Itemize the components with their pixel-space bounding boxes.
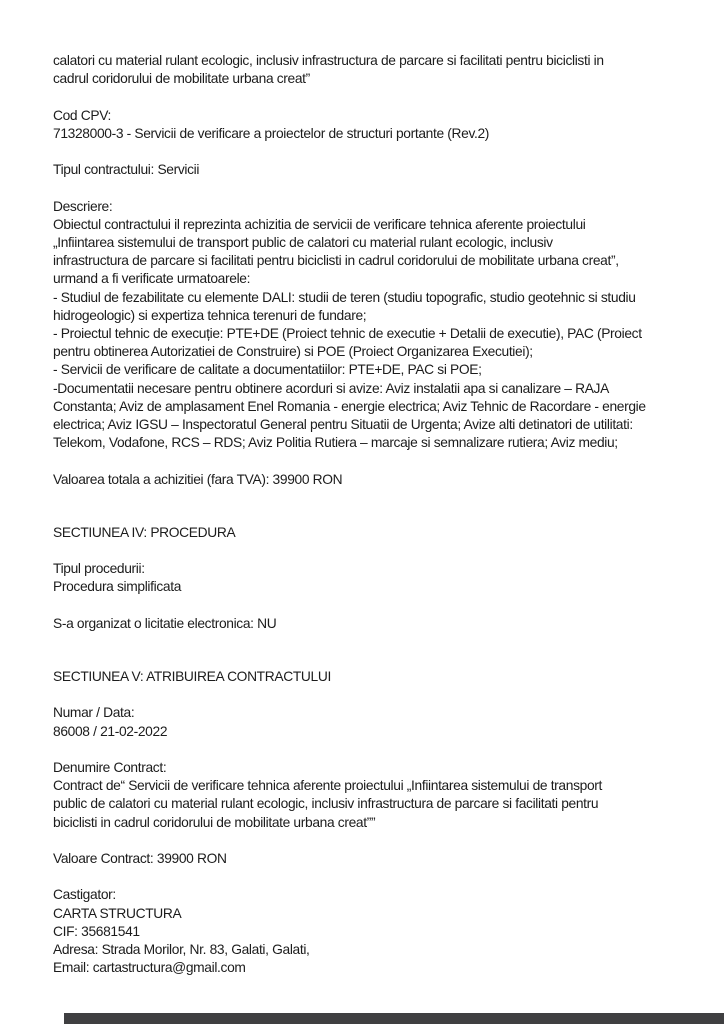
text-line: „Infiintarea sistemului de transport public de calatori cu material rulant ecologic, inclusiv [53,234,553,250]
text-line: Castigator: [53,887,116,903]
clipped-footer-bar [64,1013,724,1024]
paragraph [53,198,706,453]
text-line: Valoarea totala a achizitiei (fara TVA): 39900 RON [53,471,343,487]
paragraph [53,850,706,868]
text-line: pentru obtinerea Autorizatiei de Construire) si POE (Proiect Organizarea Executiei); [53,344,533,360]
paragraph [53,560,706,596]
text-line: Descriere: [53,198,113,214]
paragraph [53,704,706,740]
section-heading [53,668,706,686]
text-line: public de calatori cu material rulant ecologic, inclusiv infrastructura de parcare si facilitati pentru [53,796,599,812]
paragraph [53,161,706,179]
text-line: SECTIUNEA V: ATRIBUIREA CONTRACTULUI [53,669,331,684]
text-line: CIF: 35681541 [53,923,140,939]
text-line: urmand a fi verificate urmatoarele: [53,271,251,287]
text-line: Contract de“ Servicii de verificare tehnica aferente proiectului „Infiintarea sistemului de transport [53,778,602,794]
text-line: -Documentatii necesare pentru obtinere acorduri si avize: Aviz instalatii apa si canalizare – RAJA [53,380,609,396]
paragraph [53,886,706,977]
text-line: Adresa: Strada Morilor, Nr. 83, Galati, Galati, [53,941,310,957]
text-line: Denumire Contract: [53,759,167,775]
text-line: electrica; Aviz IGSU – Inspectoratul General pentru Situatii de Urgenta; Avize alti detinatori de utilitati: [53,417,633,433]
text-line: biciclisti in cadrul coridorului de mobilitate urbana creat”” [53,814,376,830]
text-line: 86008 / 21-02-2022 [53,723,168,739]
text-line: calatori cu material rulant ecologic, inclusiv infrastructura de parcare si facilitati pentru biciclisti in [53,53,604,68]
text-line: Valoare Contract: 39900 RON [53,850,227,866]
text-line: Numar / Data: [53,705,135,721]
paragraph [53,107,706,143]
paragraph [53,471,706,489]
text-line: CARTA STRUCTURA [53,905,182,921]
text-line: Telekom, Vodafone, RCS – RDS; Aviz Politia Rutiera – marcaje si semnalizare rutiera; Aviz mediu; [53,435,618,451]
text-line: - Proiectul tehnic de execuție: PTE+DE (Proiect tehnic de executie + Detalii de executie), PAC (Proiect [53,326,642,341]
text-line: cadrul coridorului de mobilitate urbana creat” [53,71,310,87]
text-line: Cod CPV: [53,107,112,123]
text-line: - Studiul de fezabilitate cu elemente DALI: studii de teren (studiu topografic, studio geotehnic si studiu [53,289,636,305]
text-line: Email: cartastructura@gmail.com [53,960,246,976]
text-line: Constanta; Aviz de amplasament Enel Romania - energie electrica; Aviz Tehnic de Racordare - energie [53,398,646,414]
paragraph [53,615,706,633]
text-line: infrastructura de parcare si facilitati pentru biciclisti in cadrul coridorului de mobilitate urbana creat”, [53,253,619,269]
text-line: 71328000-3 - Servicii de verificare a proiectelor de structuri portante (Rev.2) [53,125,490,141]
text-line: S-a organizat o licitatie electronica: NU [53,615,277,631]
paragraph [53,759,706,832]
paragraph [53,52,706,88]
text-line: Procedura simplificata [53,579,182,595]
section-heading [53,524,706,542]
text-line: Tipul procedurii: [53,561,145,577]
text-line: hidrogeologic) si expertiza tehnica terenuri de fundare; [53,307,367,323]
text-line: - Servicii de verificare de calitate a documentatiilor: PTE+DE, PAC si POE; [53,362,482,378]
document-body [53,52,706,977]
text-line: SECTIUNEA IV: PROCEDURA [53,524,236,540]
text-line: Obiectul contractului il reprezinta achizitia de servicii de verificare tehnica aferente proiectului [53,216,586,232]
text-line: Tipul contractului: Servicii [53,162,200,178]
